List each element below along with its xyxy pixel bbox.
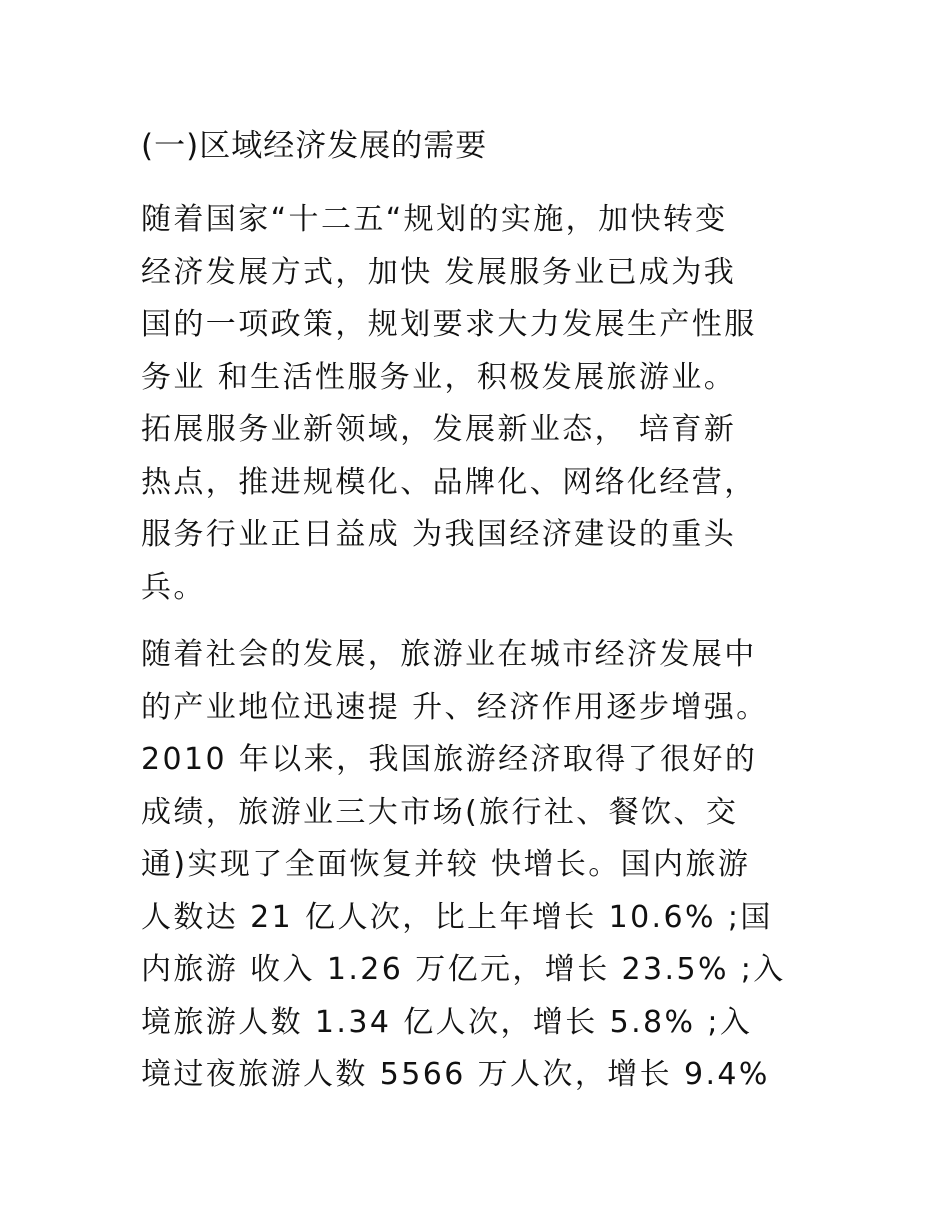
text-line: 随着社会的发展，旅游业在城市经济发展中 (141, 637, 757, 672)
text-line: 的产业地位迅速提 升、经济作用逐步增强。 (141, 689, 769, 725)
text-line: 服务行业正日益成 为我国经济建设的重头 (141, 517, 737, 552)
text-line: 拓展服务业新领域，发展新业态， 培育新 (141, 412, 737, 447)
text-line: 经济发展方式，加快 发展服务业已成为我 (141, 254, 737, 290)
text-line: 境旅游人数 1.34 亿人次，增长 5.8% ;入 (141, 1004, 753, 1040)
text-line: 内旅游 收入 1.26 万亿元，增长 23.5% ;入 (141, 952, 786, 987)
text-line: 成绩，旅游业三大市场(旅行社、餐饮、交 (141, 794, 739, 830)
text-line: 国的一项政策，规划要求大力发展生产性服 (141, 307, 757, 342)
paragraph-1 (141, 194, 841, 614)
text-line: 2010 年以来，我国旅游经济取得了很好的 (141, 742, 758, 777)
text-line: 热点，推进规模化、品牌化、网络化经营， (141, 464, 757, 500)
text-line: 通)实现了全面恢复并较 快增长。国内旅游 (141, 847, 751, 882)
text-line: 人数达 21 亿人次，比上年增长 10.6% ;国 (141, 899, 773, 935)
text-line: 兵。 (141, 569, 206, 605)
text-line: 务业 和生活性服务业，积极发展旅游业。 (141, 359, 737, 395)
section-heading: (一)区域经济发展的需要 (141, 128, 488, 164)
text-line: 随着国家“十二五“规划的实施，加快转变 (141, 202, 728, 237)
paragraph-2 (141, 629, 841, 1102)
text-line: 境过夜旅游人数 5566 万人次，增长 9.4% (141, 1057, 770, 1092)
